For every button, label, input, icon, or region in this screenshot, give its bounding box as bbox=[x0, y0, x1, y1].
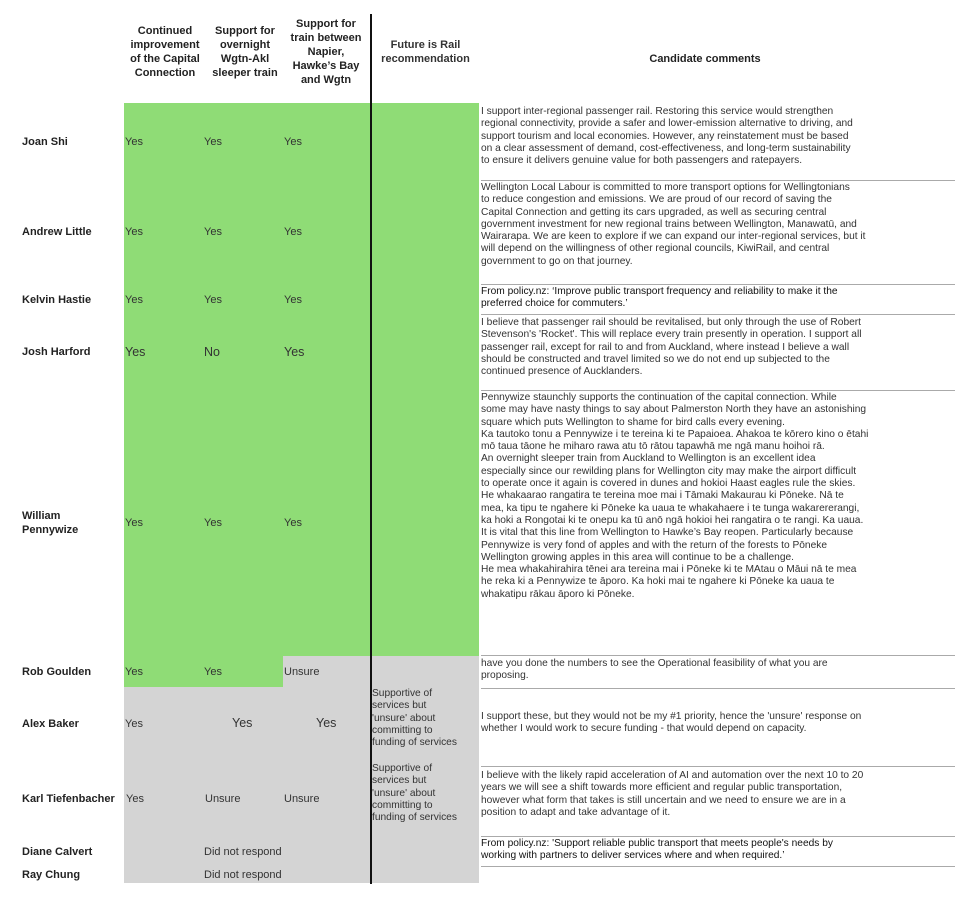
header-rail-recommendation: Future is Rail recommendation bbox=[381, 39, 470, 65]
candidate-name: Diane Calvert bbox=[22, 846, 93, 858]
candidate-comment: Wellington Local Labour is committed to more transport options for Wellingtonians to reduce congestion and emissions. We are proud of our record of saving the Capital Connection and getting its cars upgraded, as well as securing central government investment for new regional trains between Wellington, Manawatū, and Wairarapa. We are keen to explore if we can expand our inter-regional services, but it will depend on the willingness of other regional councils, KiwiRail, and central government to go on that journey. bbox=[481, 182, 866, 267]
napier-value: Unsure bbox=[284, 666, 320, 678]
sleeper-value: Yes bbox=[204, 294, 222, 306]
candidate-name: Alex Baker bbox=[22, 718, 79, 730]
capital-value: Yes bbox=[126, 793, 144, 805]
header-candidate-comments: Candidate comments bbox=[649, 53, 761, 65]
capital-value: Yes bbox=[125, 517, 143, 529]
capital-value: Yes bbox=[125, 666, 143, 678]
napier-value: Yes bbox=[284, 517, 302, 529]
candidate-comment: I support these, but they would not be my #1 priority, hence the 'unsure' response on whether I would work to secure funding - that would depend on capacity. bbox=[481, 711, 862, 735]
row-divider bbox=[481, 314, 955, 315]
column-divider bbox=[370, 14, 372, 884]
candidate-name: Joan Shi bbox=[22, 136, 68, 148]
sleeper-value: Yes bbox=[204, 666, 222, 678]
rail-recommendation: Supportive of services but 'unsure' about committing to funding of services bbox=[372, 688, 457, 749]
candidate-comment: From policy.nz: ‘Improve public transport frequency and reliability to make it the preferred choice for commuters.’ bbox=[481, 286, 838, 310]
capital-value: Yes bbox=[125, 226, 143, 238]
candidate-name: Kelvin Hastie bbox=[22, 294, 92, 306]
capital-value: Yes bbox=[125, 294, 143, 306]
header-napier-train: Support for train between Napier, Hawke’s Bay and Wgtn bbox=[290, 18, 362, 86]
capital-value: Yes bbox=[125, 345, 146, 359]
sleeper-value: No bbox=[204, 345, 220, 359]
candidate-name: Karl Tiefenbacher bbox=[22, 793, 115, 805]
sleeper-value: Yes bbox=[232, 716, 253, 730]
napier-value: Yes bbox=[284, 294, 302, 306]
candidate-comment: have you done the numbers to see the Operational feasibility of what you are proposing. bbox=[481, 658, 828, 682]
header-sleeper-train: Support for overnight Wgtn-Akl sleeper train bbox=[212, 25, 278, 79]
napier-value: Yes bbox=[284, 136, 302, 148]
row-divider bbox=[481, 180, 955, 181]
response-status: Did not respond bbox=[204, 846, 282, 858]
napier-value: Unsure bbox=[284, 793, 320, 805]
sleeper-value: Yes bbox=[204, 517, 222, 529]
sleeper-value: Yes bbox=[204, 136, 222, 148]
sleeper-value: Yes bbox=[204, 226, 222, 238]
rail-recommendation: Supportive of services but 'unsure' about committing to funding of services bbox=[372, 763, 457, 824]
sleeper-value: Unsure bbox=[205, 793, 241, 805]
row-divider bbox=[481, 766, 955, 767]
candidate-name: Rob Goulden bbox=[22, 666, 92, 678]
row-divider bbox=[481, 284, 955, 285]
header-capital-connection: Continued improvement of the Capital Connection bbox=[130, 25, 200, 79]
capital-value: Yes bbox=[125, 136, 143, 148]
napier-value: Yes bbox=[284, 345, 305, 359]
green-fill-rail-column bbox=[372, 103, 479, 656]
row-divider bbox=[481, 688, 955, 689]
candidate-name: William Pennywize bbox=[22, 510, 79, 536]
candidate-comment: From policy.nz: 'Support reliable public transport that meets people's needs by working with partners to deliver services where and when required.’ bbox=[481, 838, 833, 862]
row-divider bbox=[481, 390, 955, 391]
candidate-comment: I believe with the likely rapid acceleration of AI and automation over the next 10 to 20 years we will see a shift towards more efficient and regular public transportation, however what form that takes is still uncertain and we need to ensure we are in a position to adapt and take advantage of it. bbox=[481, 770, 864, 818]
candidate-comment: I support inter-regional passenger rail. Restoring this service would strengthen regional connectivity, provide a safer and lower-emission alternative to driving, and support tourism and local economies. However, any reinstatement must be based on a clear assessment of demand, cost-effectiveness, and long-term sustainability to ensure it delivers genuine value for both passengers and ratepayers. bbox=[481, 106, 853, 167]
row-divider bbox=[481, 866, 955, 867]
candidate-name: Josh Harford bbox=[22, 346, 91, 358]
napier-value: Yes bbox=[284, 226, 302, 238]
candidate-comment: I believe that passenger rail should be revitalised, but only through the use of Robert Stevenson's 'Rocket'. This will replace every train presently in operation. I support all passenger rail, except for rail to and from Auckland, where instead I believe a wall should be constructed and travel limited so we do not end up subjected to the continued presence of Aucklanders. bbox=[481, 317, 862, 378]
napier-value: Yes bbox=[316, 716, 337, 730]
candidate-name: Andrew Little bbox=[22, 226, 92, 238]
response-status: Did not respond bbox=[204, 869, 282, 881]
green-fill-rows bbox=[124, 103, 370, 656]
capital-value: Yes bbox=[125, 718, 143, 730]
candidate-comment: Pennywize staunchly supports the continuation of the capital connection. While some may have nasty things to say about Palmerston North they have an astonishing square which puts Wellington to shame for bird calls every evening. Ka tautoko tonu a Pennywize i te tereina ki te Papaioea. Ahakoa te kōrero kino o ētahi mō taua tāone he miharo rawa atu tō rātou tapawhā me ngā manu hoihoi rā. An overnight sleeper train from Auckland to Wellington is an excellent idea especially since our rewilding plans for Wellington city may make the airport difficult to operate once it again is covered in dunes and hokioi Haast eagles rule the skies. He whakaarao rangatira te tereina moe mai i Tāmaki Makaurau ki Pōneke. Nā te mea, ka tipu te ngahere ki Pōneke ka uaua te whakahaere i te tunga wakarererangi, ka hoki a Rongotai ki te onepu ka tū anō ngā hokioi hei rangatira o te rangi. Ka uaua. It is vital that this line from Wellington to Hawke’s Bay reopen. Particularly because Pennywize is very fond of apples and with the return of the forests to Pōneke Wellington growing apples in this area will continue to be a challenge. He mea whakahirahira tēnei ara tereina mai i Pōneke ki te MAtau o Māui nā te mea he reka ki a Pennywize te āporo. Ka hoki mai te ngahere ki Pōneke ka uaua te whakatipu rākau āporo ki Pōneke. bbox=[481, 392, 869, 600]
row-divider bbox=[481, 655, 955, 656]
row-divider bbox=[481, 836, 955, 837]
candidate-name: Ray Chung bbox=[22, 869, 81, 881]
